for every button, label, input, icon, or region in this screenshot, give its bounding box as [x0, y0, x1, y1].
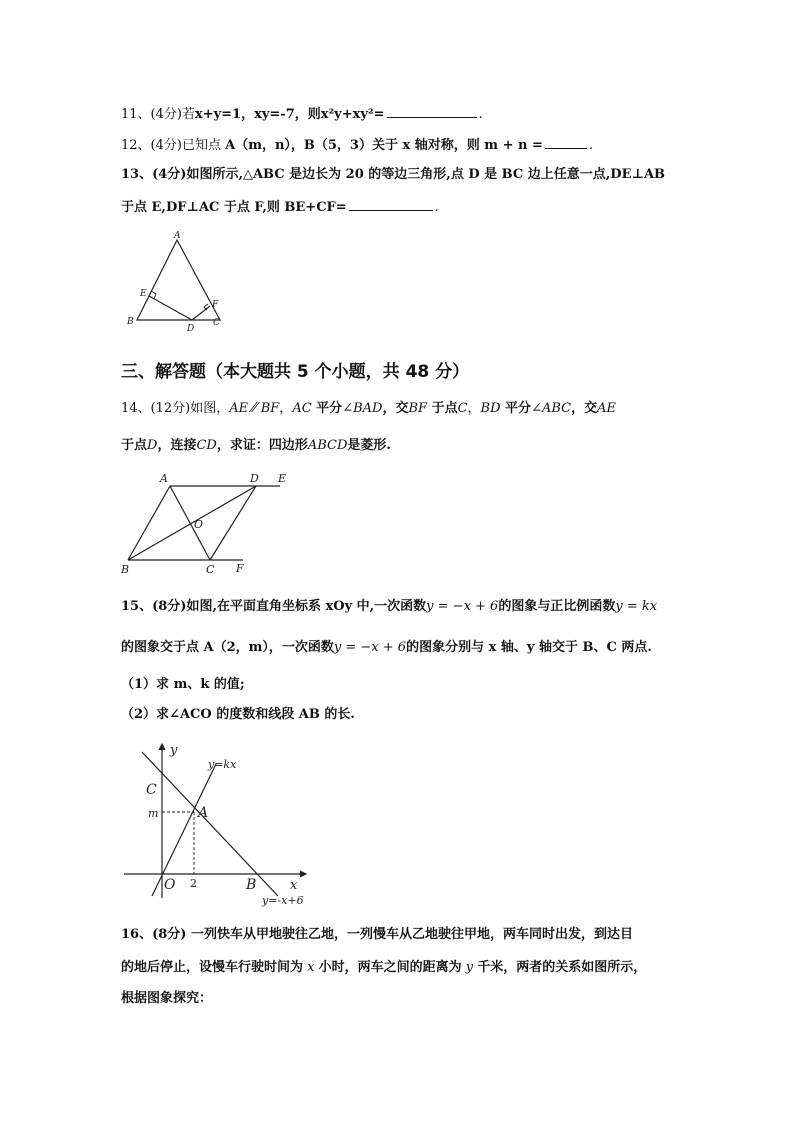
q14-text-c: 平分 — [311, 401, 343, 416]
q16-text-a: 的地后停止，设慢车行驶时间为 — [121, 960, 304, 975]
q14-text-h: ，交 — [571, 401, 598, 416]
question-13-line2 — [121, 197, 439, 217]
q14-math-d: D — [147, 438, 158, 453]
q15-math-line: y = −x + 6 — [426, 599, 499, 614]
label-c: C — [206, 563, 215, 576]
q14-math-abcd: ABCD — [307, 438, 348, 453]
segment-dc — [210, 486, 256, 560]
q15-text-a: 15、(8分)如图,在平面直角坐标系 xOy 中,一次函数 — [121, 599, 427, 614]
segment-df — [192, 306, 210, 320]
q14-text-line2-a: 于点 — [121, 438, 148, 453]
question-16-line2 — [121, 959, 646, 977]
q15-text-line2-a: 的图象交于点 A（2，m），一次函数 — [121, 640, 334, 655]
diagonal-bd — [128, 486, 256, 560]
q14-rhombus-figure — [118, 470, 298, 578]
label-o: O — [194, 518, 204, 531]
label-f: F — [212, 300, 219, 310]
right-angle-f — [204, 304, 208, 310]
q14-math-bf: BF — [408, 401, 428, 416]
q14-math-ae-bf: AE ⁄⁄ BF — [229, 401, 280, 416]
segment-ab — [128, 486, 170, 560]
q14-math-ae: AE — [597, 401, 616, 416]
q13-line2-text: 于点 E,DF⊥AC 于点 F,则 BE+CF= — [121, 200, 347, 215]
q14-text-line2-c: ，求证：四边形 — [216, 438, 308, 453]
label-d: D — [250, 472, 259, 485]
q13-answer-blank[interactable] — [349, 197, 433, 211]
label-a: A — [174, 231, 181, 241]
question-16-line1: 16、(8分) 一列快车从甲地驶往乙地，一列慢车从乙地驶往甲地，两车同时出发，到达目 — [121, 927, 633, 942]
label-b: B — [246, 877, 257, 893]
label-c: C — [146, 782, 157, 798]
q14-math-cd: CD — [196, 438, 217, 453]
q15-math-line2: y = −x + 6 — [333, 640, 407, 655]
q14-math-c: C — [457, 401, 468, 416]
q15-text-b: 的图象与正比例函数 — [498, 599, 616, 614]
q14-text-g: 平分 — [500, 401, 532, 416]
q14-math-bd: BD — [480, 401, 501, 416]
q12-answer-blank[interactable] — [545, 135, 587, 149]
question-14-line1 — [121, 400, 616, 418]
q15-coordinate-figure — [120, 738, 320, 908]
question-14-line2 — [121, 437, 391, 455]
q14-text-line2-d: 是菱形. — [347, 438, 391, 453]
question-15-sub2: （2）求∠ACO 的度数和线段 AB 的长. — [121, 707, 355, 722]
q11-condition: x+y=1，xy=-7，则x²y+xy²= — [194, 107, 385, 122]
q16-text-b: 小时，两车之间的距离为 — [318, 960, 462, 975]
question-11 — [121, 104, 483, 124]
question-15-line2 — [121, 639, 652, 657]
label-b: B — [121, 563, 130, 576]
q14-math-abc: ∠ABC — [531, 401, 572, 416]
q16-math-x: x — [307, 960, 315, 975]
label-m: m — [148, 807, 159, 820]
q14-text-line2-b: ，连接 — [157, 438, 197, 453]
q16-math-y: y — [465, 960, 474, 975]
q11-end: . — [478, 107, 483, 122]
label-y-axis: y — [170, 743, 178, 758]
label-o: O — [164, 877, 176, 893]
label-d: D — [187, 324, 195, 334]
segment-de — [149, 296, 192, 320]
label-two: 2 — [190, 877, 197, 890]
label-f: F — [236, 562, 244, 575]
q11-prefix: 11、(4分)若 — [121, 107, 195, 122]
q12-end: . — [588, 138, 594, 153]
q14-text-b: ， — [279, 401, 293, 416]
question-13-line1: 13、(4分)如图所示,△ABC 是边长为 20 的等边三角形,点 D 是 BC 边上任意一点,DE⊥AB — [121, 167, 666, 182]
q15-math-kx: y = kx — [615, 599, 658, 614]
label-y-neg: y=-x+6 — [262, 894, 304, 907]
q14-text-f: ， — [467, 401, 481, 416]
label-a: A — [160, 472, 168, 485]
label-b: B — [127, 317, 134, 327]
label-y-kx: y=kx — [208, 758, 237, 771]
question-12 — [121, 135, 593, 155]
question-15-line1 — [121, 598, 657, 616]
q13-triangle-figure — [124, 228, 234, 334]
q15-text-line2-b: 的图象分别与 x 轴、y 轴交于 B、C 两点. — [406, 640, 652, 655]
diagonal-ac — [170, 486, 210, 560]
q13-end: . — [434, 200, 439, 215]
label-x-axis: x — [290, 878, 298, 893]
label-c: C — [213, 318, 220, 328]
question-16-line3: 根据图象探究： — [121, 991, 213, 1006]
question-15-sub1: （1）求 m、k 的值; — [121, 677, 245, 692]
q12-prefix: 12、(4分)已知点 — [121, 138, 221, 153]
section-3-title: 三、解答题（本大题共 5 个小题，共 48 分） — [121, 362, 470, 382]
q14-text-d: ，交 — [382, 401, 409, 416]
label-e: E — [278, 472, 287, 485]
q14-text-a: 14、(12分)如图， — [121, 401, 230, 416]
q14-math-bad: ∠BAD — [342, 401, 383, 416]
q14-text-e: 于点 — [427, 401, 458, 416]
label-a: A — [198, 805, 209, 821]
q14-math-ac: AC — [292, 401, 312, 416]
q16-text-c: 千米，两者的关系如图所示， — [477, 960, 647, 975]
label-e: E — [140, 289, 147, 299]
q12-text: A（m，n），B（5，3）关于 x 轴对称，则 m + n = — [225, 138, 543, 153]
q11-answer-blank[interactable] — [387, 104, 477, 118]
